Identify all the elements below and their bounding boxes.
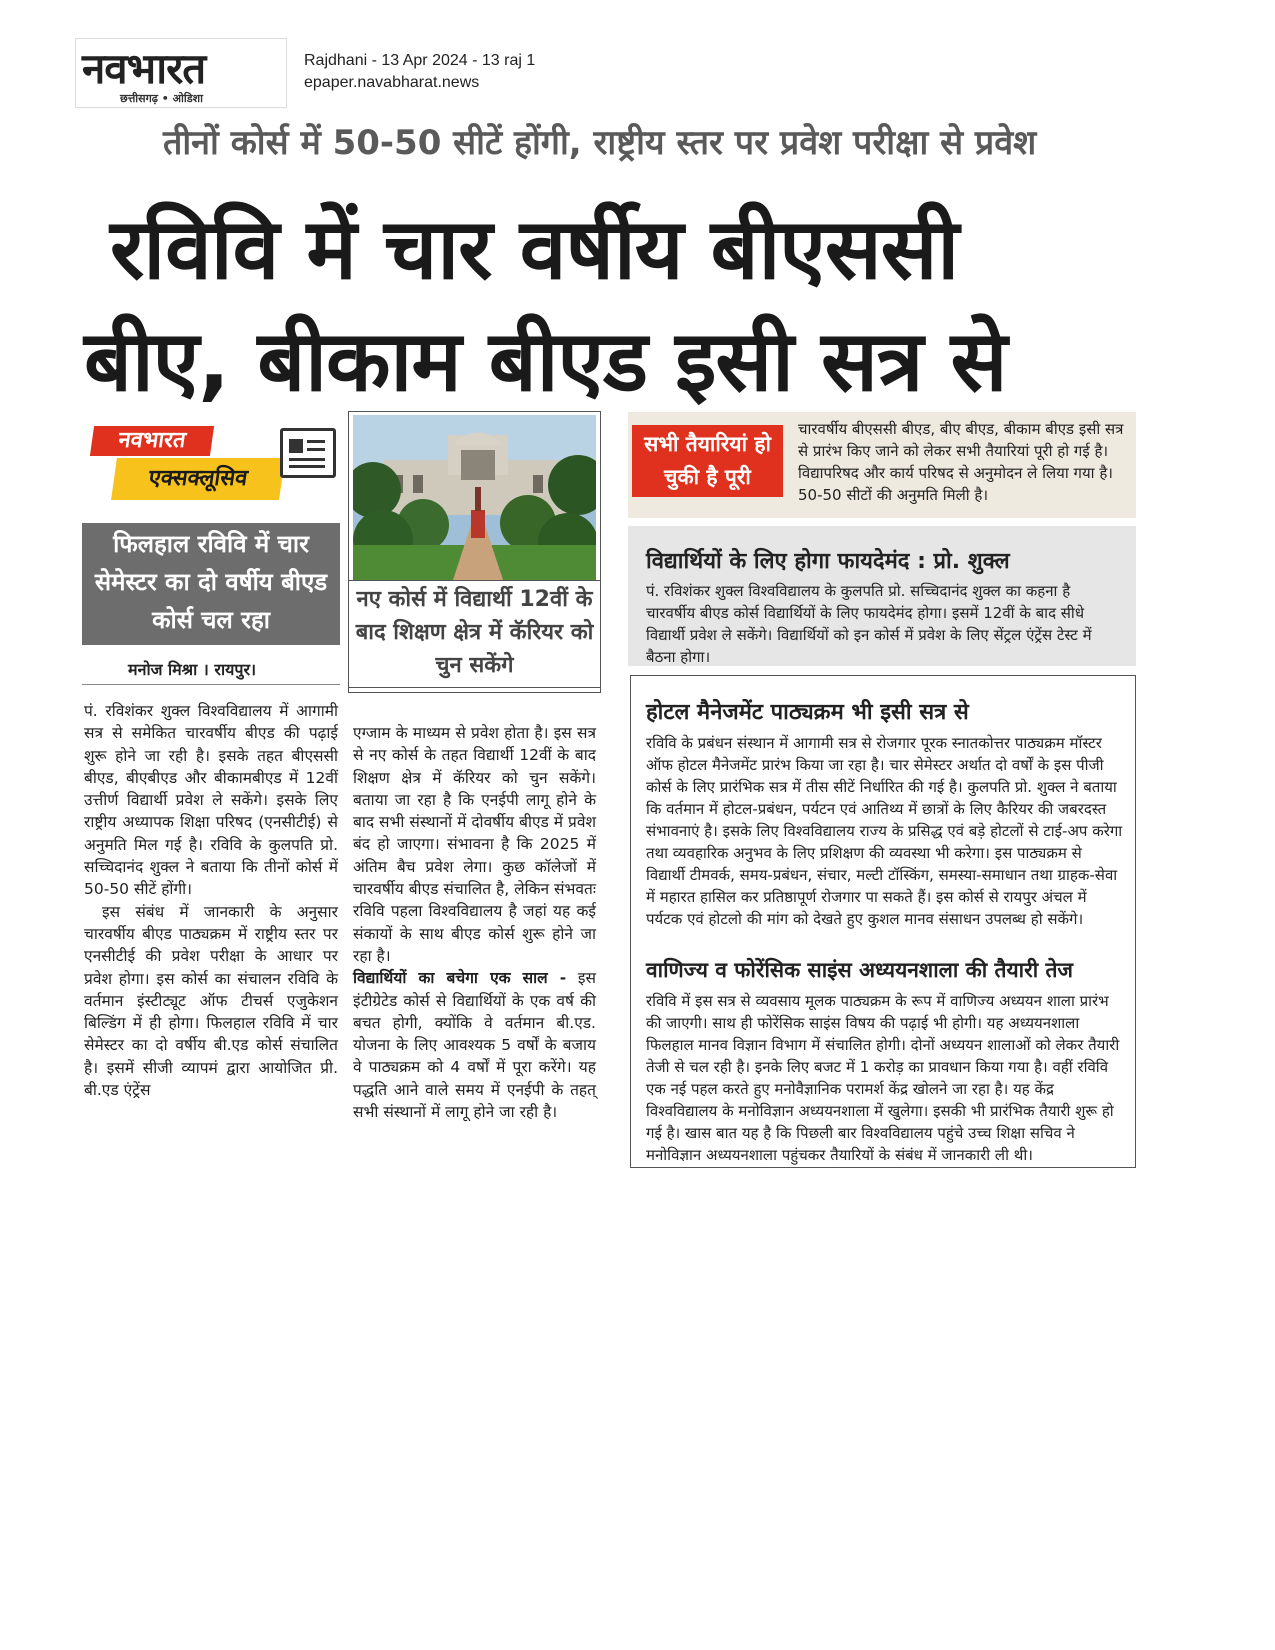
university-building-photo: [353, 415, 596, 580]
paragraph: एग्जाम के माध्यम से प्रवेश होता है। इस सत्र से नए कोर्स के तहत विद्यार्थी 12वीं के बाद शिक्षण क्षेत्र में कॅरियर को चुन सकेंगे। बताया जा रहा है कि एनईपी लागू होने के बाद सभी संस्थानों में दोवर्षीय बीएड में प्रवेश बंद हो जाएगा। संभावना है कि 2025 में अंतिम बैच प्रवेश लेगा। कुछ कॉलेजों में चारवर्षीय बीएड संचालित है, लेकिन संभवतः रविवि पहला विश्वविद्यालय है जहां यह कई संकायों के साथ बीएड कोर्स शुरू होने जा रहा है।: [353, 724, 596, 965]
newspaper-icon: [280, 428, 336, 478]
commerce-forensic-title: वाणिज्य व फोरेंसिक साइंस अध्ययनशाला की तैयारी तेज: [646, 958, 1073, 982]
logo-text: नवभारत: [82, 44, 206, 93]
sidebar-headline-box: फिलहाल रविवि में चार सेमेस्टर का दो वर्षीय बीएड कोर्स चल रहा: [82, 523, 340, 645]
benefit-text: पं. रविशंकर शुक्ल विश्वविद्यालय के कुलपति प्रो. सच्चिदानंद शुक्ल का कहना है चारवर्षीय बीएड कोर्स विद्यार्थियों के लिए फायदेमंद होगा। इसमें 12वीं के बाद सीधे विद्यार्थी प्रवेश ले सकेंगे। विद्यार्थियों को इन कोर्स में प्रवेश के लिए सेंट्रल एंट्रेंस टेस्ट में बैठना होगा।: [646, 582, 1092, 666]
paragraph: इस इंटीग्रेटेड कोर्स से विद्यार्थियों के एक वर्ष की बचत होगी, क्योंकि वे वर्तमान बी.एड. योजना के लिए आवश्यक 5 वर्षों के बजाय वे पाठ्यक्रम को 4 वर्षों में पूरा करेंगे। यह पद्धति आने वाले समय में एनईपी के तहत् सभी संस्थानों में लागू होने जा रही है।: [353, 969, 596, 1122]
subheading: विद्यार्थियों का बचेगा एक साल -: [353, 969, 567, 988]
paragraph: पं. रविशंकर शुक्ल विश्वविद्यालय में आगामी सत्र से समेकित चारवर्षीय बीएड की पढ़ाई शुरू होने जा रही है। इसके तहत बीएससी बीएड, बीएबीएड और बीकामबीएड में 12वीं उत्तीर्ण विद्यार्थी प्रवेश ले सकेंगे। इसके लिए राष्ट्रीय अध्यापक शिक्षा परिषद (एनसीटीई) से अनुमति मिल गई है। रविवि के कुलपति प्रो. सच्चिदानंद शुक्ल ने बताया कि तीनों कोर्स में 50-50 सीटें होंगी।: [84, 702, 338, 899]
badge-label: एक्सक्लूसिव: [111, 458, 285, 500]
byline: मनोज मिश्रा । रायपुर।: [128, 660, 257, 679]
hotel-management-text: रविवि के प्रबंधन संस्थान में आगामी सत्र से रोजगार पूरक स्नातकोत्तर पाठ्यक्रम मॉस्टर ऑफ होटल मैनेजमेंट प्रारंभ किया जा रहा है। चार सेमेस्टर अर्थात दो वर्षों के इस पीजी कोर्स के लिए प्रारंभिक सत्र में तीस सीटें निर्धारित की गई है। कुलपति प्रो. शुक्ल ने बताया कि वर्तमान में होटल-प्रबंधन, पर्यटन एवं आतिथ्य में छात्रों के लिए कैरियर की जबरदस्त संभावनाएं है। इसके लिए विश्वविद्यालय राज्य के प्रसिद्ध एवं बड़े होटलों से टाई-अप करेगा तथा व्यवहारिक अनुभव के लिए प्रशिक्षण की व्यवस्था भी करेगा। इस पाठ्यक्रम से विद्यार्थी टीमवर्क, समय-प्रबंधन, संचार, मल्टी टॉस्किंग, समस्या-समाधान तथा ग्राहक-सेवा में महारत हासिल कर प्रतिष्ठापूर्ण रोजगार पा सकते हैं। इस कोर्स से रायपुर अंचल में पर्यटक एवं होटलो की मांग को देखते हुए कुशल मानव संसाधन उपलब्ध हो सकेंगे।: [646, 734, 1123, 928]
site-link[interactable]: epaper.navabharat.news: [304, 74, 480, 91]
photo-caption: नए कोर्स में विद्यार्थी 12वीं के बाद शिक्षण क्षेत्र में कॅरियर को चुन सकेंगे: [348, 580, 601, 688]
article-column-1: [84, 700, 338, 1101]
commerce-forensic-text: रविवि में इस सत्र से व्यवसाय मूलक पाठ्यक्रम के रूप में वाणिज्य अध्ययन शाला प्रारंभ की जाएगी। साथ ही फोरेंसिक साइंस विषय की पढ़ाई भी होगी। यह अध्ययनशाला फिलहाल मानव विज्ञान विभाग में संचालित होगी। दोनों अध्ययन शालाओं को लेकर तैयारी तेजी से चल रही है। इनके लिए बजट में 1 करोड़ का प्रावधान किया गया है। वहीं रविवि एक नई पहल करते हुए मनोवैज्ञानिक परामर्श केंद्र खोलने जा रहा है। यह केंद्र विश्वविद्यालय के मनोविज्ञान अध्ययनशाला में खुलेगा। इसकी भी प्रारंभिक तैयारी शुरू हो गई है। खास बात यह है कि पिछली बार विश्वविद्यालय पहुंचे उच्च शिक्षा सचिव ने मनोविज्ञान अध्ययनशाला पहुंचकर तैयारियों के संबंध में जानकारी ली थी।: [646, 992, 1120, 1164]
paragraph: इस संबंध में जानकारी के अनुसार चारवर्षीय बीएड पाठ्यक्रम में राष्ट्रीय स्तर पर एनसीटीई की प्रवेश परीक्षा के आधार पर प्रवेश होगा। इस कोर्स का संचालन रविवि के वर्तमान इंस्टीट्यूट ऑफ टीचर्स एजुकेशन बिल्डिंग में ही होगा। फिलहाल रविवि में चार सेमेस्टर का दो वर्षीय बी.एड कोर्स संचालित है। इसमें सीजी व्यापमं द्वारा आयोजित प्री. बी.एड एंट्रेंस: [84, 902, 338, 1100]
edition-line: Rajdhani - 13 Apr 2024 - 13 raj 1: [304, 52, 536, 69]
benefit-title: विद्यार्थियों के लिए होगा फायदेमंद : प्रो. शुक्ल: [646, 549, 1010, 574]
university-building-image: [353, 415, 596, 580]
kicker-headline: तीनों कोर्स में 50-50 सीटें होंगी, राष्ट्रीय स्तर पर प्रवेश परीक्षा से प्रवेश: [163, 123, 1037, 163]
article-column-2: [353, 722, 596, 1123]
preparations-text: चारवर्षीय बीएससी बीएड, बीए बीएड, बीकाम बीएड इसी सत्र से प्रारंभ किए जाने को लेकर सभी तैयारियां पूरी हो गई है। विद्यापरिषद और कार्य परिषद से अनुमोदन ले लिया गया है। 50-50 सीटों की अनुमति मिली है।: [798, 420, 1124, 504]
preparations-tag: सभी तैयारियां हो चुकी है पूरी: [632, 425, 783, 497]
exclusive-badge: [92, 426, 332, 518]
badge-brand: नवभारत: [90, 426, 214, 456]
divider: [82, 684, 340, 685]
main-headline-line1: रविवि में चार वर्षीय बीएससी: [110, 200, 959, 298]
main-headline-line2: बीए, बीकाम बीएड इसी सत्र से: [84, 312, 1007, 410]
logo-subtitle: छत्तीसगढ़ • ओडिशा: [120, 92, 203, 105]
newspaper-logo: [75, 38, 287, 108]
hotel-management-title: होटल मैनेजमेंट पाठ्यक्रम भी इसी सत्र से: [646, 700, 969, 725]
